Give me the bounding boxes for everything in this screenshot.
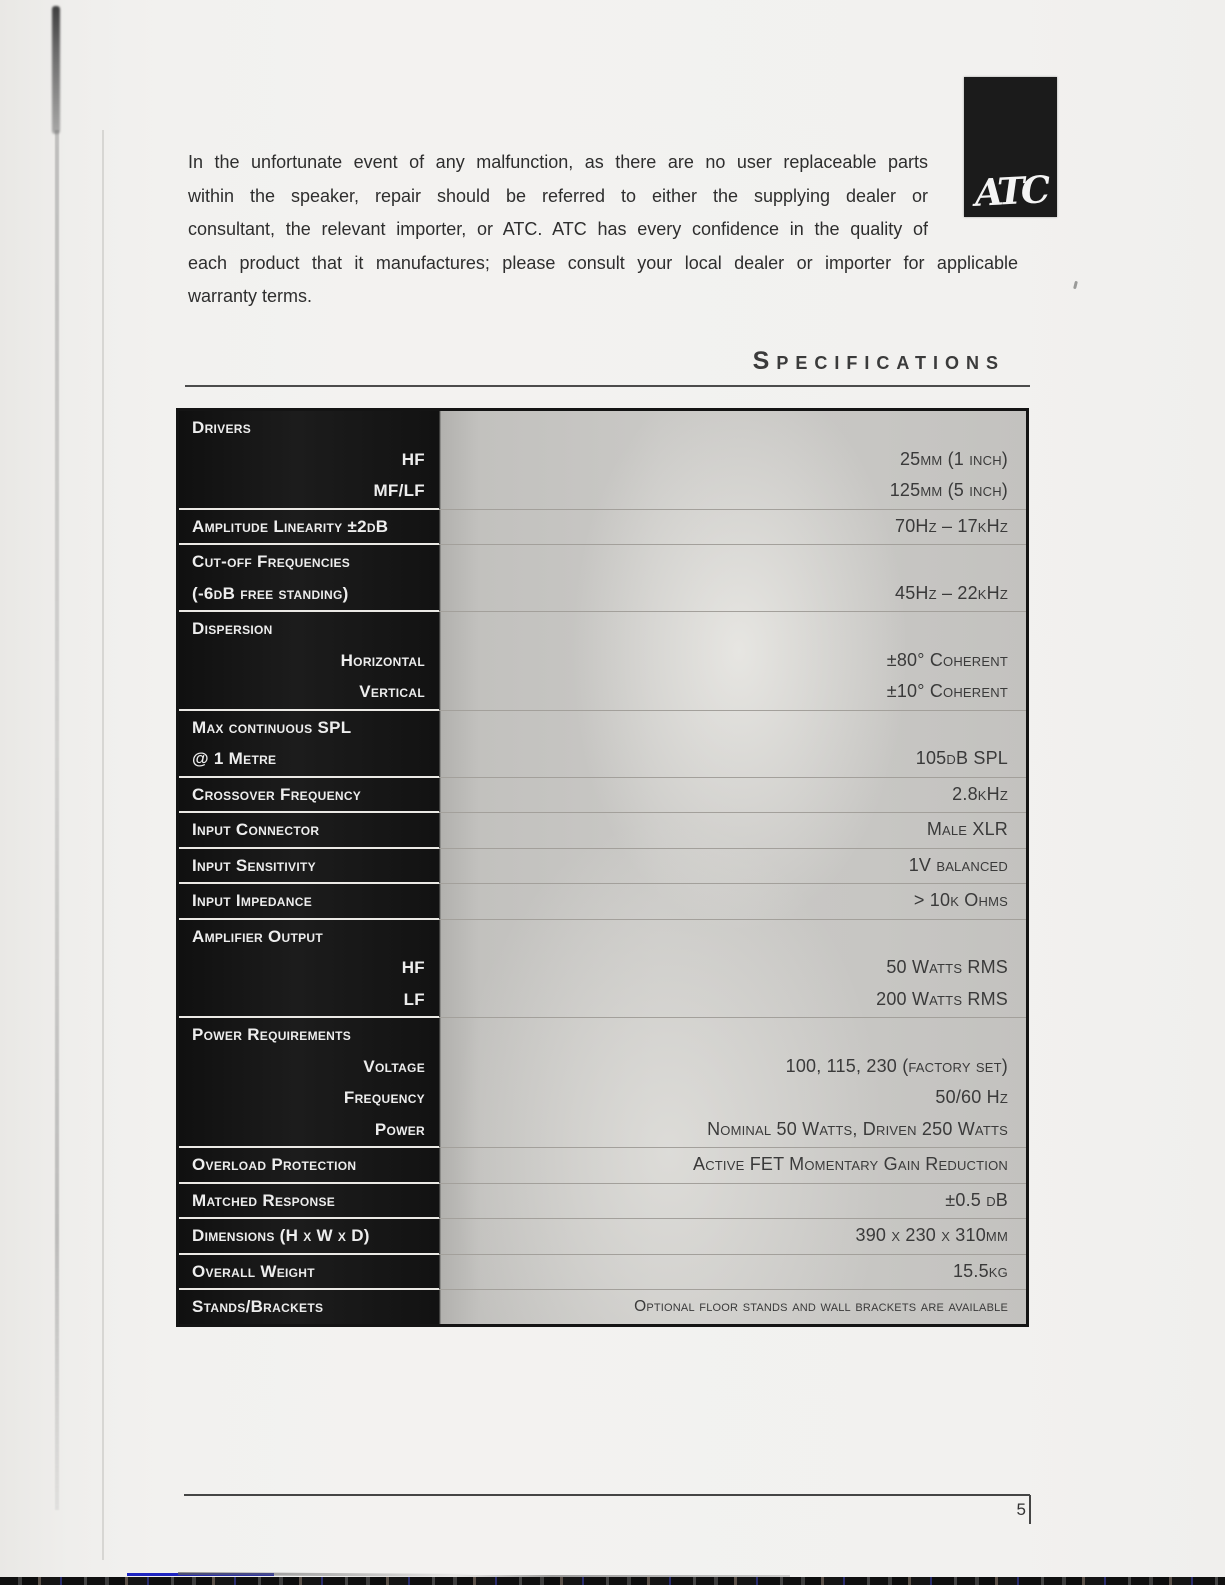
specifications-heading: Specifications — [752, 347, 1005, 375]
spec-value-cell — [439, 1219, 1026, 1255]
spec-label-cell — [179, 1148, 439, 1184]
scan-streak-faint — [55, 130, 59, 1510]
spec-table-row — [179, 778, 1026, 814]
spec-value-cell — [439, 510, 1026, 546]
spec-table-row — [179, 813, 1026, 849]
spec-label-cell — [179, 1290, 439, 1324]
spec-label: Amplitude Linearity ±2dB — [192, 516, 389, 536]
spec-label: LF — [403, 989, 425, 1009]
spec-label-cell — [179, 411, 439, 510]
spec-label: Stands/Brackets — [192, 1297, 324, 1316]
spec-table-row — [179, 920, 1026, 1019]
spec-value-cell — [439, 813, 1026, 849]
spec-value-cell — [439, 612, 1026, 711]
spec-table-row — [179, 545, 1026, 612]
spec-value: ±80° Coherent — [886, 649, 1008, 670]
spec-label: Input Impedance — [192, 891, 313, 910]
spec-value-cell — [439, 1255, 1026, 1291]
spec-label: @ 1 Metre — [192, 749, 277, 768]
scan-speck — [1073, 281, 1078, 289]
spec-value-cell — [439, 1148, 1026, 1184]
spec-label: Power Requirements — [192, 1025, 352, 1044]
heading-rule — [185, 385, 1030, 387]
intro-paragraph — [188, 146, 1018, 314]
spec-label: MF/LF — [373, 481, 425, 500]
spec-label: Power — [374, 1119, 425, 1139]
spec-label: Dispersion — [192, 619, 273, 638]
page-fold-line — [102, 130, 104, 1560]
page-number: 5 — [1016, 1500, 1026, 1519]
spec-value — [451, 712, 1008, 744]
spec-label-cell — [179, 612, 439, 711]
spec-label: Input Sensitivity — [192, 855, 316, 875]
spec-value — [451, 546, 1008, 578]
spec-value: 390 x 230 x 310mm — [855, 1225, 1008, 1245]
intro-line: In the unfortunate event of any malfunction, as there are no user replaceable parts — [188, 152, 928, 172]
spec-value: Nominal 50 Watts, Driven 250 Watts — [707, 1118, 1008, 1139]
spec-label-cell — [179, 813, 439, 849]
spec-table-row — [179, 884, 1026, 920]
spec-table-row — [179, 612, 1026, 711]
spec-label: Dimensions (H x W x D) — [192, 1226, 370, 1245]
atc-logo-text: ATC — [973, 167, 1048, 215]
spec-value: 15.5kg — [952, 1260, 1008, 1281]
spec-value: ±10° Coherent — [886, 681, 1008, 701]
spec-label-cell — [179, 1018, 439, 1148]
spec-table-row — [179, 1148, 1026, 1184]
spec-label-cell — [179, 849, 439, 885]
spec-value: 50/60 Hz — [935, 1087, 1008, 1107]
spec-label-cell — [179, 510, 439, 546]
spec-value-cell — [439, 920, 1026, 1019]
spec-value: Active FET Momentary Gain Reduction — [693, 1154, 1008, 1174]
spec-value: 125mm (5 inch) — [889, 480, 1008, 500]
spec-label: Vertical — [359, 682, 425, 701]
spec-table-row — [179, 711, 1026, 778]
spec-label: Max continuous SPL — [192, 717, 352, 737]
scan-edge-noise — [0, 1577, 1225, 1585]
spec-table-row — [179, 849, 1026, 885]
intro-line: each product that it manufactures; please consult your local dealer or importer for applicable — [188, 252, 1018, 273]
spec-value: 50 Watts RMS — [886, 957, 1008, 977]
spec-label: Cut-off Frequencies — [192, 552, 351, 571]
spec-value-cell — [439, 1018, 1026, 1148]
spec-table — [176, 408, 1029, 1327]
spec-value — [451, 412, 1008, 444]
spec-label: Drivers — [192, 418, 252, 437]
spec-value-cell — [439, 545, 1026, 612]
intro-line: within the speaker, repair should be referred to either the supplying dealer or — [188, 185, 928, 206]
spec-value-cell — [439, 411, 1026, 510]
spec-value-cell — [439, 1290, 1026, 1324]
spec-value — [451, 613, 1008, 645]
intro-line: consultant, the relevant importer, or ATC. ATC has every confidence in the quality of — [188, 219, 928, 239]
spec-value: 200 Watts RMS — [876, 988, 1008, 1009]
spec-label: Voltage — [363, 1056, 425, 1076]
spec-table-row — [179, 411, 1026, 510]
spec-label: Frequency — [343, 1088, 425, 1107]
spec-value — [451, 921, 1008, 953]
spec-label: (-6dB free standing) — [192, 583, 349, 603]
spec-label-cell — [179, 884, 439, 920]
spec-label: HF — [401, 958, 425, 977]
spec-label-cell — [179, 711, 439, 778]
spec-table-row — [179, 1018, 1026, 1148]
spec-label: Overload Protection — [192, 1155, 357, 1174]
spec-label: Input Connector — [192, 820, 320, 839]
spec-label: Amplifier Output — [192, 926, 324, 946]
atc-logo — [964, 77, 1057, 217]
spec-label-cell — [179, 920, 439, 1019]
spec-value: 45Hz – 22kHz — [894, 582, 1008, 603]
spec-label-cell — [179, 1219, 439, 1255]
spec-table-row — [179, 1255, 1026, 1291]
spec-label: Horizontal — [340, 650, 425, 670]
spec-value: 70Hz – 17kHz — [894, 515, 1008, 536]
spec-value: Male XLR — [926, 819, 1008, 839]
spec-label-cell — [179, 778, 439, 814]
spec-value: 105dB SPL — [915, 748, 1008, 768]
spec-table-row — [179, 1290, 1026, 1324]
spec-value: 2.8kHz — [952, 783, 1008, 804]
spec-value: > 10k Ohms — [913, 890, 1008, 910]
spec-label-cell — [179, 545, 439, 612]
spec-label: Matched Response — [192, 1190, 336, 1210]
spec-table-row — [179, 1219, 1026, 1255]
spec-value-cell — [439, 849, 1026, 885]
spec-label-cell — [179, 1255, 439, 1291]
footer-rule — [184, 1494, 1030, 1496]
spec-table-row — [179, 510, 1026, 546]
spec-label-cell — [179, 1184, 439, 1220]
spec-value: 100, 115, 230 (factory set) — [785, 1055, 1008, 1076]
spec-value-cell — [439, 1184, 1026, 1220]
spec-value — [451, 1019, 1008, 1051]
scan-streak-dark — [52, 6, 60, 134]
footer-tick — [1029, 1495, 1031, 1524]
intro-line: warranty terms. — [188, 286, 313, 306]
spec-label: HF — [401, 449, 425, 469]
spec-value: ±0.5 dB — [945, 1189, 1008, 1210]
spec-value-cell — [439, 778, 1026, 814]
spec-value-cell — [439, 711, 1026, 778]
spec-value: 1V balanced — [908, 854, 1008, 875]
spec-label: Crossover Frequency — [192, 784, 362, 804]
spec-label: Overall Weight — [192, 1261, 315, 1281]
spec-value: Optional floor stands and wall brackets are available — [634, 1298, 1008, 1315]
spec-value: 25mm (1 inch) — [899, 448, 1008, 469]
spec-value-cell — [439, 884, 1026, 920]
spec-table-row — [179, 1184, 1026, 1220]
